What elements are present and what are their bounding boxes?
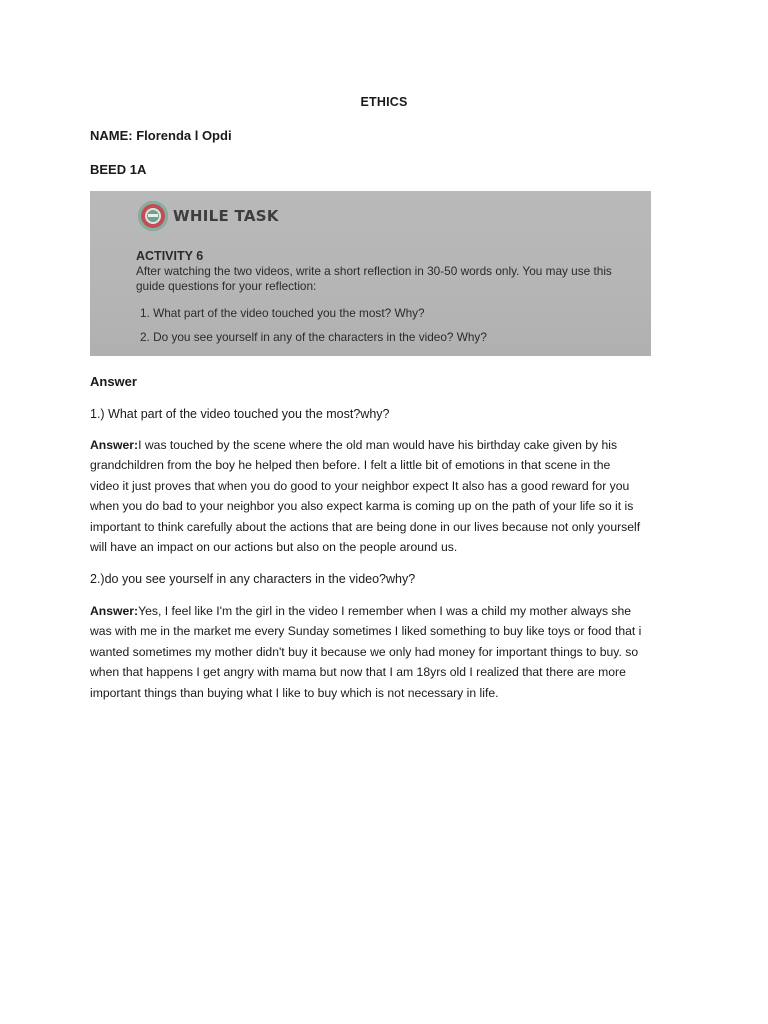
student-section: BEED 1A: [90, 162, 147, 177]
while-task-logo-icon: [138, 201, 168, 231]
guide-question-1: 1. What part of the video touched you the most? Why?: [140, 306, 425, 320]
activity-description: After watching the two videos, write a short reflection in 30-50 words only. You may use this guide questions for your reflection:: [136, 264, 612, 293]
activity-screenshot-image: [90, 191, 651, 356]
answer-heading: Answer: [90, 374, 137, 389]
answer-1: [90, 435, 677, 557]
question-2: 2.)do you see yourself in any characters in the video?why?: [90, 572, 416, 586]
task-header: WHILE TASK: [173, 207, 279, 225]
document-title: ETHICS: [360, 95, 408, 109]
student-name: NAME: Florenda l Opdi: [90, 128, 232, 143]
answer-line: will have an impact on our actions but also on the people around us.: [90, 540, 458, 555]
answer-2: [90, 601, 677, 703]
answer-line: important to think carefully about the actions that are being done in our lives because not only yourself: [90, 519, 641, 534]
answer-line: Answer:I was touched by the scene where the old man would have his birthday cake given by his: [90, 438, 618, 452]
answer-line: important things than buying what I like to buy which is not necessary in life.: [90, 685, 499, 700]
answer-label: Answer:: [90, 438, 139, 452]
answer-label: Answer:: [90, 604, 139, 618]
answer-line: when you do bad to your neighbor you also expect karma is coming up on the path of your life so it is: [90, 499, 634, 514]
answer-line: grandchildren from the boy he helped then before. I felt a little bit of emotions in that scene in the: [90, 458, 611, 473]
cropped-text-remnant: [136, 350, 496, 356]
answer-line: video it just proves that when you do good to your neighbor expect It also has a good reward for you: [90, 478, 630, 493]
answer-line: was with me in the market me every Sunday sometimes I liked something to buy like toys or food that i: [90, 624, 642, 639]
guide-question-2: 2. Do you see yourself in any of the characters in the video? Why?: [140, 330, 487, 344]
answer-line: wanted sometimes my mother didn't buy it because we only had money for important things to buy. so: [90, 644, 639, 659]
answer-line: when that happens I get angry with mama but now that I am 18yrs old I realized that there are more: [90, 665, 626, 680]
activity-title: ACTIVITY 6: [136, 249, 204, 263]
answer-line: Answer:Yes, I feel like I'm the girl in the video I remember when I was a child my mother always she: [90, 604, 632, 618]
question-1: 1.) What part of the video touched you the most?why?: [90, 407, 390, 421]
